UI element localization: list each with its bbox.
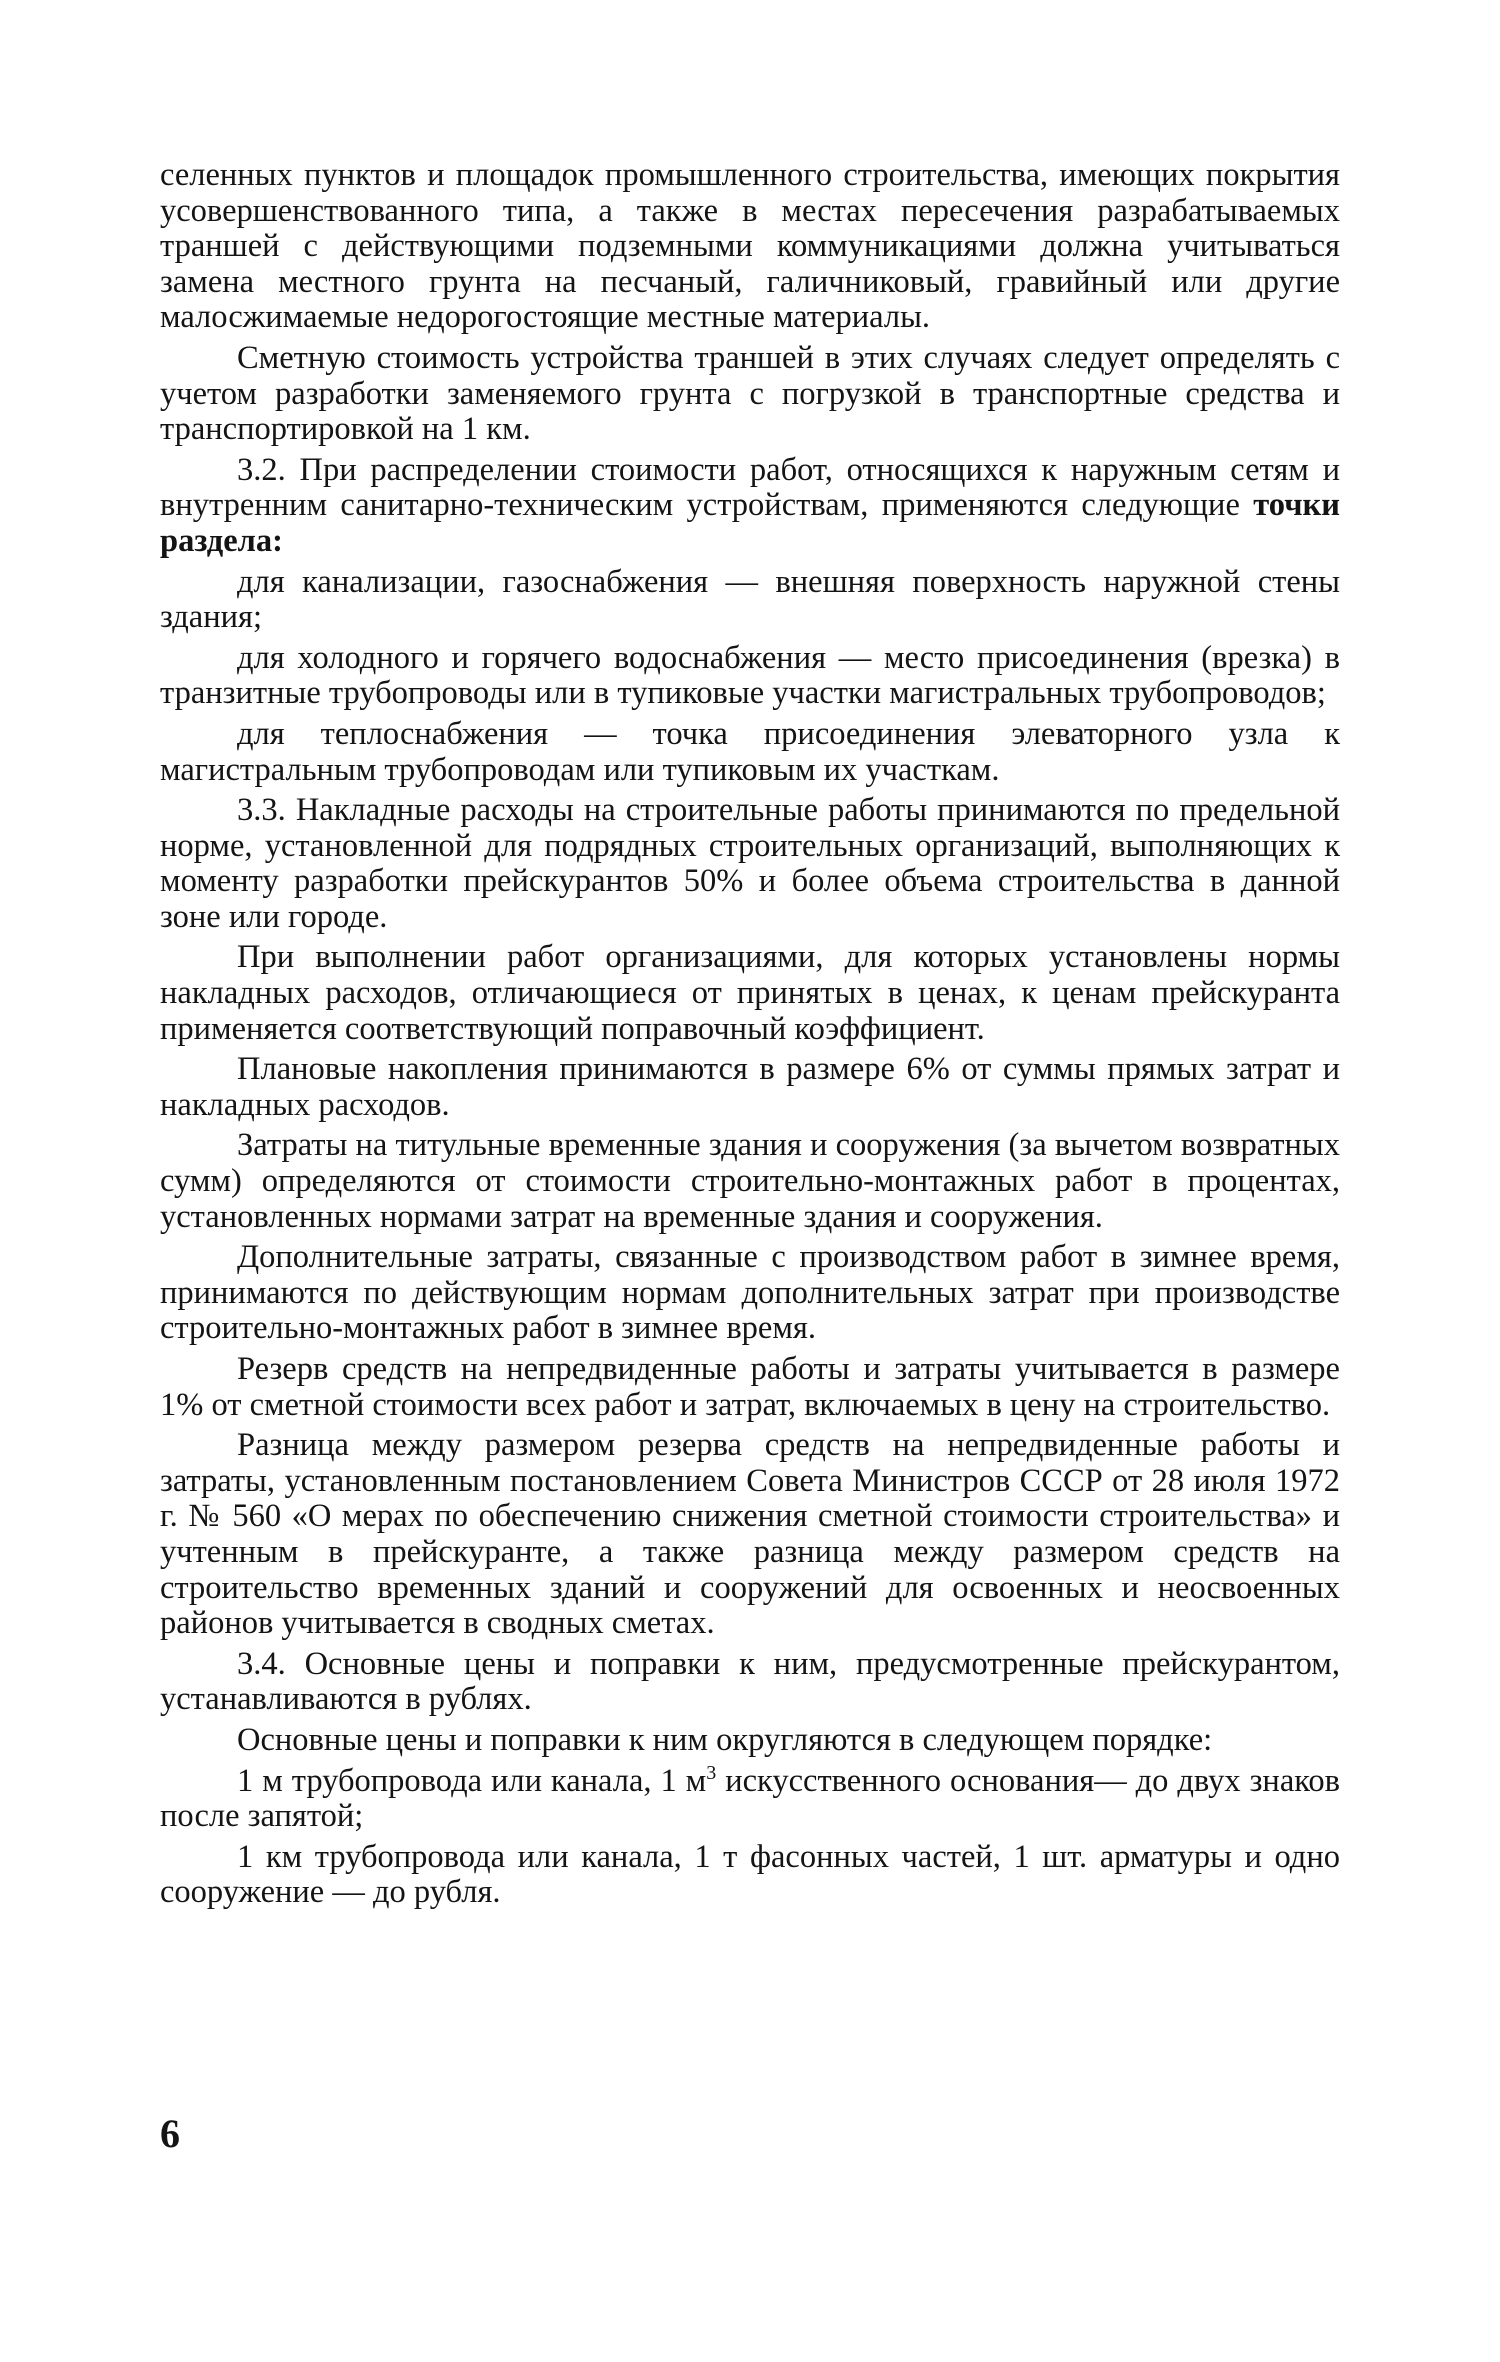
document-page <box>160 158 1340 1916</box>
paragraph-rounding-meters <box>160 1761 1340 1835</box>
paragraph-rounding-km: 1 км трубопровода или канала, 1 т фасонных частей, 1 шт. арматуры и одно сооружение — до рубля. <box>160 1838 1340 1911</box>
paragraph-overhead-norms: При выполнении работ организациями, для которых установлены нормы накладных расходов, отличающиеся от принятых в ценах, к ценам прейскуранта применяется соответствующий поправочный коэффициент. <box>160 939 1340 1047</box>
paragraph-3-2-text: 3.2. При распределении стоимости работ, относящихся к наружным сетям и внутренним санитарно-техническим устройствам, применяются следующие <box>160 451 1340 524</box>
paragraph-reserve: Резерв средств на непредвиденные работы и затраты учитывается в размере 1% от сметной стоимости всех работ и затрат, включаемых в цену на строительство. <box>160 1351 1340 1423</box>
paragraph-3-3: 3.3. Накладные расходы на строительные работы принимаются по предельной норме, установленной для подрядных строительных организаций, выполняющих к моменту разработки прейскурантов 50% и более объема строительства в данной зоне или городе. <box>160 792 1340 935</box>
paragraph-temporary-buildings: Затраты на титульные временные здания и сооружения (за вычетом возвратных сумм) определяются от стоимости строительно-монтажных работ в процентах, установленных нормами затрат на временные здания и сооружения. <box>160 1127 1340 1235</box>
bold-phrase: точки раздела: <box>160 487 1340 559</box>
rounding-meters-text-b: искусственного основания— до двух знаков после запятой; <box>160 1762 1340 1835</box>
paragraph-3-2 <box>160 453 1340 560</box>
superscript-cubed: 3 <box>706 1761 717 1784</box>
paragraph-water-supply: для холодного и горячего водоснабжения — место присоединения (врезка) в транзитные трубопроводы или в тупиковые участки магистральных трубопроводов; <box>160 639 1340 712</box>
paragraph-reserve-difference: Разница между размером резерва средств на непредвиденные работы и затраты, установленным постановлением Совета Министров СССР от 28 июля 1972 г. № 560 «О мерах по обеспечению снижения сметной стоимости строительства» и учтенным в прейскуранте, а также разница между размером средств на строительство временных зданий и сооружений для освоенных и неосвоенных районов учитывается в сводных сметах. <box>160 1427 1340 1642</box>
rounding-meters-text-a: 1 м трубопровода или канала, 1 м <box>237 1762 707 1799</box>
paragraph-2: Сметную стоимость устройства траншей в этих случаях следует определять с учетом разработки заменяемого грунта с погрузкой в транспортные средства и транспортировкой на 1 км. <box>160 339 1340 448</box>
paragraph-winter-costs: Дополнительные затраты, связанные с производством работ в зимнее время, принимаются по действующим нормам дополнительных затрат при производстве строительно-монтажных работ в зимнее время. <box>160 1239 1340 1347</box>
paragraph-heat-supply: для теплоснабжения — точка присоединения элеваторного узла к магистральным трубопроводам или тупиковым их участкам. <box>160 715 1340 788</box>
paragraph-planned-savings: Плановые накопления принимаются в размере 6% от суммы прямых затрат и накладных расходов. <box>160 1051 1340 1123</box>
paragraph-1: селенных пунктов и площадок промышленного строительства, имеющих покрытия усовершенствованного типа, а также в местах пересечения разрабатываемых траншей с действующими подземными коммуникациями должна учитываться замена местного грунта на песчаный, галичниковый, гравийный или другие малосжимаемые недорогостоящие местные материалы. <box>160 157 1340 336</box>
paragraph-sewerage: для канализации, газоснабжения — внешняя поверхность наружной стены здания; <box>160 563 1340 636</box>
page-number: 6 <box>160 2111 180 2156</box>
paragraph-3-4: 3.4. Основные цены и поправки к ним, предусмотренные прейскурантом, устанавливаются в рублях. <box>160 1645 1340 1718</box>
paragraph-rounding: Основные цены и поправки к ним округляются в следующем порядке: <box>237 1721 1213 1758</box>
